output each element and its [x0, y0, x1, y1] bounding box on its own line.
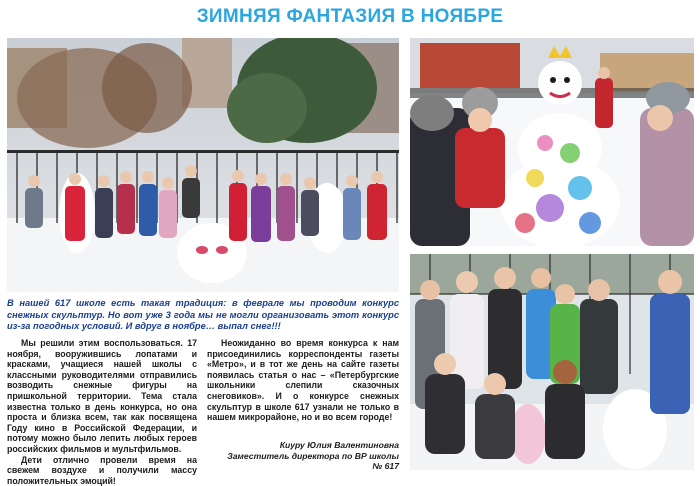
paragraph: Дети отлично провели время на свежем воздухе и получили массу положительных эмоций! — [7, 454, 197, 486]
pupils-photo — [410, 254, 694, 470]
group-photo — [7, 38, 399, 292]
article-title: ЗИМНЯЯ ФАНТАЗИЯ В НОЯБРЕ — [196, 6, 504, 27]
paragraph: Неожиданно во время конкурса к нам присоединились корреспонденты газеты «Метро», и в тот же день на сайте газеты появилась статья о нас – «Петербургские школьники слепили сказочных снеговиков». И о конкурсе снежных скульптур в школе 617 узнали не только в нашем микрорайоне, но и во всем городе! — [207, 338, 399, 423]
author-signature — [207, 440, 399, 472]
article-intro: В нашей 617 школе есть такая традиция: в феврале мы проводим конкурс снежных скульптур. Но вот уже 3 года мы не могли организовать этот конкурс из-за погодных условий. И вдруг в ноябре… выпал снег!!! — [7, 298, 399, 332]
paragraph: Мы решили этим воспользоваться. 17 ноября, вооружившись лопатами и красками, учащиеся нашей школы с классными руководителями отправились возводить снежные фигуры на пришкольной территории. Тема стала известна только в день конкурса, но она проста и близка всем, так как посвящена Году кино в Российской Федерации, и потому можно было лепить любых героев российских фильмов и мультфильмов. — [7, 338, 197, 454]
author-school: № 617 — [372, 461, 399, 472]
article-column-2 — [207, 338, 399, 423]
author-position: Заместитель директора по ВР школы — [227, 450, 399, 461]
snowman-painting-photo — [410, 38, 694, 246]
author-name: Киуру Юлия Валентиновна — [279, 440, 399, 450]
article-column-1 — [7, 338, 197, 486]
